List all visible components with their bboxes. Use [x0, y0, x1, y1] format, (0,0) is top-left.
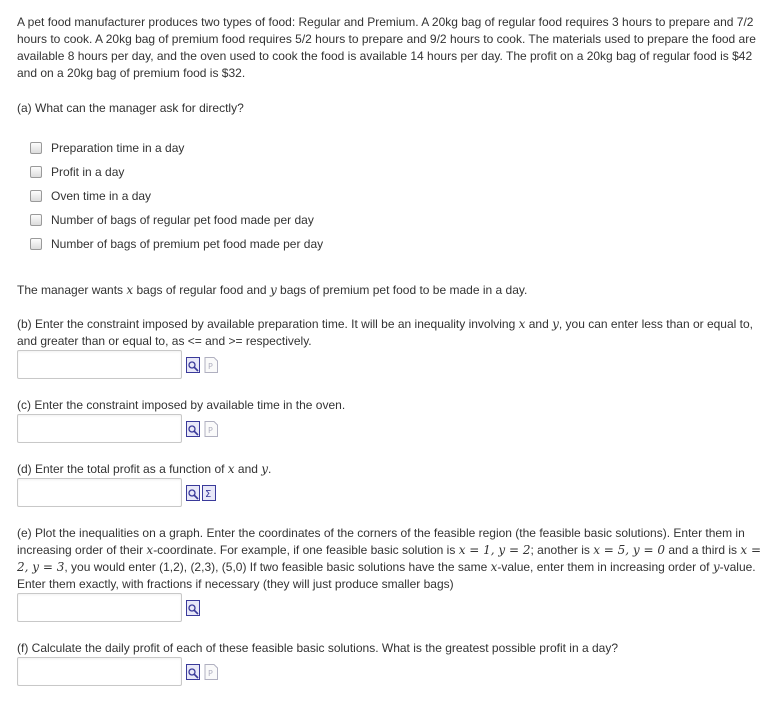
option-oven-time[interactable]: Oven time in a day	[30, 188, 151, 204]
checkbox[interactable]	[30, 214, 42, 226]
problem-intro: A pet food manufacturer produces two types of food: Regular and Premium. A 20kg bag of regular food requires 3 hours to prepare and 7/2 hours to cook. A 20kg bag of premium food requires 5/2 hours to prepare and 9/2 hours to cook. The materials used to prepare the food are available 8 hours per day, and the oven used to cook the food is available 14 hours per day. The profit on a 20kg bag of regular food is $42 and on a 20kg bag of premium food is $32.	[17, 15, 756, 80]
hint-icon[interactable]	[204, 357, 218, 373]
option-premium-bags[interactable]: Number of bags of premium pet food made per day	[30, 236, 323, 252]
part-b-answer-input[interactable]	[17, 350, 182, 379]
manager-statement: The manager wants x bags of regular food and y bags of premium pet food to be made in a day.	[17, 283, 528, 297]
part-f-question: (f) Calculate the daily profit of each of these feasible basic solutions. What is the greatest possible profit in a day?	[17, 641, 618, 655]
checkbox[interactable]	[30, 142, 42, 154]
hint-icon[interactable]	[204, 664, 218, 680]
svg-text:Σ: Σ	[205, 489, 212, 500]
preview-icon[interactable]	[186, 600, 200, 616]
checkbox[interactable]	[30, 238, 42, 250]
part-d-question: (d) Enter the total profit as a function of x and y.	[17, 462, 272, 476]
part-a-question: (a) What can the manager ask for directly?	[17, 101, 244, 115]
option-profit[interactable]: Profit in a day	[30, 164, 124, 180]
part-e-answer-input[interactable]	[17, 593, 182, 622]
part-c-question: (c) Enter the constraint imposed by available time in the oven.	[17, 398, 346, 412]
part-d-answer-input[interactable]	[17, 478, 182, 507]
equation-icon[interactable]	[202, 485, 216, 501]
preview-icon[interactable]	[186, 664, 200, 680]
hint-icon[interactable]	[204, 421, 218, 437]
checkbox[interactable]	[30, 190, 42, 202]
option-regular-bags[interactable]: Number of bags of regular pet food made per day	[30, 212, 314, 228]
part-f-answer-input[interactable]	[17, 657, 182, 686]
preview-icon[interactable]	[186, 421, 200, 437]
preview-icon[interactable]	[186, 357, 200, 373]
part-b-question: (b) Enter the constraint imposed by available preparation time. It will be an inequality involving x and y, you can enter less than or equal to, and greater than or equal to, as <= and >= respectively.	[17, 317, 753, 348]
option-preparation-time[interactable]: Preparation time in a day	[30, 140, 184, 156]
part-c-answer-input[interactable]	[17, 414, 182, 443]
checkbox[interactable]	[30, 166, 42, 178]
part-e-question: (e) Plot the inequalities on a graph. Enter the coordinates of the corners of the feasible region (the feasible basic solutions). Enter them in increasing order of their x-coordinate. For example, if one feasible basic solution is x = 1, y = 2; another is x = 5, y = 0 and a third is x = 2, y = 3, you would enter (1,2), (2,3), (5,0) If two feasible basic solutions have the same x-value, enter them in increasing order of y-value. Enter them exactly, with fractions if necessary (they will just produce smaller bags)	[17, 526, 762, 591]
svg-text:P: P	[208, 426, 213, 435]
svg-text:P: P	[208, 362, 213, 371]
svg-text:P: P	[208, 669, 213, 678]
preview-icon[interactable]	[186, 485, 200, 501]
